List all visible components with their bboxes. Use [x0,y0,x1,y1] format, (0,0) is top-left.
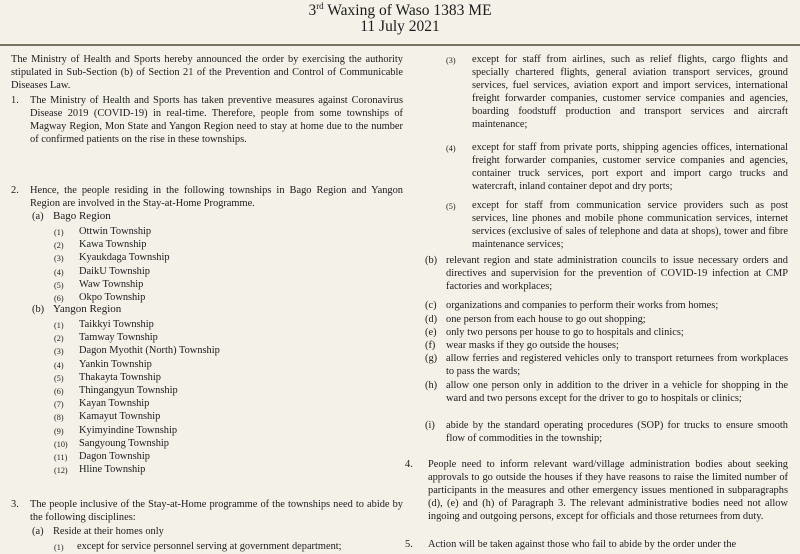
item-text: relevant region and state administration councils to issue necessary orders and directives and supervision for the prevention of COVID-19 infection at CMP factories and workplaces; [446,255,788,293]
list-label: (4) [54,267,64,277]
item-text: except for staff from communication service providers such as post services, line phones and mobile phone communication services, internet services (exclusive of sales of telephone and data at shops), tower and fibre maintenance services; [472,200,788,251]
item-3a-3 [428,53,788,132]
list-item [425,339,788,352]
township-name: Kayan Township [79,398,150,410]
paragraph-text: The people inclusive of the Stay-at-Home programme of the townships need to abide by the following disciplines: [30,499,403,524]
list-label: (1) [54,228,64,237]
list-label: (h) [425,380,438,391]
paragraph-2 [11,184,403,210]
township-name: Waw Township [79,278,144,290]
paragraph-text: Action will be taken against those who fail to abide by the order under the [428,539,737,550]
township-name: Hline Township [79,464,146,476]
township-name: DaikU Township [79,265,150,277]
list-label: (5) [54,280,64,290]
list-label: (2) [54,241,64,251]
list-label: (4) [446,144,456,153]
list-label: (1) [54,321,64,330]
list-label: (5) [54,373,64,383]
item-text: allow ferries and registered vehicles only to transport returnees from workplaces to pass the wards; [446,353,788,378]
item-text: wear masks if they go outside the houses; [446,340,619,351]
list-item [425,299,788,312]
paragraph-3 [11,498,403,524]
list-label: (8) [54,413,64,423]
paragraph-number: 3. [11,499,19,510]
township-name: Dagon Township [79,451,150,462]
township-name: Yankin Township [79,358,152,370]
item-text: except for service personnel serving at government department; [77,541,342,552]
list-label: (9) [54,426,64,436]
township-name: Kamayut Township [79,411,161,423]
list-label: (2) [54,334,64,344]
list-item [425,313,788,326]
township-name: Kyaukdaga Township [79,252,170,264]
list-label: (7) [54,400,64,410]
list-label: (6) [54,387,64,396]
township-name: Sangyoung Township [79,437,170,449]
paragraph-number: 1. [11,95,19,106]
paragraph-text: People need to inform relevant ward/village administration bodies about seeking approvals to go outside the houses if they have reasons to raise the limited number of participants in the measures and other emergency issues mentioned in subparagraphs (d), (e) and (h) of Paragraph 3. The relevant administrative bodies need not allow ingoing and outgoing persons, except for officials and those returnees from duty. [428,459,788,523]
paragraph-text: The Ministry of Health and Sports has taken preventive measures against Coronavirus Disease 2019 (COVID-19) in real-time. Therefore, people from some townships of Magway Region, Mon State and Yangon Region need to stay at home due to the number of confirmed patients on the rise in these townships. [30,95,403,146]
township-name: Thingangyun Township [79,385,178,396]
township-name: Kawa Township [79,239,147,251]
item-3a-5 [428,199,788,251]
township-name: Okpo Township [79,292,146,303]
list-item [425,419,788,445]
list-label: (b) [32,304,45,315]
item-text: one person from each house to go out shopping; [446,314,646,325]
list-label: (i) [425,420,435,431]
list-label: (4) [54,360,64,370]
list-label: (10) [54,439,68,449]
township-name: Tamway Township [79,332,158,344]
list-label: (3) [446,56,456,65]
township-name: Ottwin Township [79,226,152,237]
item-text: abide by the standard operating procedures (SOP) for trucks to ensure smooth flow of commodities in the township; [446,420,788,445]
list-label: (a) [32,211,44,222]
list-item [425,326,788,339]
list-label: (e) [425,327,437,338]
paragraph-number: 2. [11,185,19,196]
item-3a-4 [428,141,788,193]
item-text: only two persons per house to go to hospitals and clinics; [446,327,684,338]
intro-paragraph: The Ministry of Health and Sports hereby announced the order by exercising the authority stipulated in Sub-Section (b) of Section 21 of the Prevention and Control of Communicable Diseases Law. [11,54,403,92]
region-title: Bago Region [53,210,111,222]
lunar-date: 3rd Waxing of Waso 1383 ME [308,1,492,20]
list-label: (f) [425,340,436,351]
item-text: except for staff from airlines, such as relief flights, cargo flights and specially chartered flights, general aviation transport services, ground services, fuel services, aviation export and import services, international freight forwarder companies, customer service companies and agencies, boarding foodstuff production and transport services and aircraft maintenance; [472,54,788,131]
list-label: (3) [54,254,64,264]
region-title: Yangon Region [53,303,122,315]
gregorian-date: 11 July 2021 [360,18,440,35]
item-text: Reside at their homes only [53,526,164,537]
list-label: (a) [32,526,44,537]
paragraph-1 [11,94,403,146]
township-name: Taikkyi Township [79,319,154,330]
list-label: (c) [425,300,437,311]
paragraph-text: Hence, the people residing in the following townships in Bago Region and Yangon Region are involved in the Stay-at-Home Programme. [30,185,403,210]
township-name: Dagon Myothit (North) Township [79,345,220,357]
paragraph-number: 4. [405,459,413,470]
list-label: (b) [425,255,438,266]
paragraph-5 [405,538,788,551]
item-text: allow one person only in addition to the driver in a vehicle for shopping in the ward and two persons except for the driver to go to hospitals or clinics; [446,380,788,405]
list-item [425,254,788,293]
list-label: (3) [54,347,64,357]
item-text: except for staff from private ports, shipping agencies offices, international freight forwarder companies, customer service companies and agencies, container truck services, port export and import cargo trucks and watercraft, inland container depot and dry ports; [472,142,788,193]
list-label: (d) [425,314,438,325]
paragraph-number: 5. [405,539,413,550]
list-label: (g) [425,353,438,364]
township-name: Kyimyindine Township [79,424,178,436]
list-label: (5) [446,202,456,211]
paragraph-4 [405,458,788,523]
list-item [425,352,788,378]
list-label: (6) [54,294,64,303]
item-text: organizations and companies to perform their works from homes; [446,300,719,311]
list-item [425,379,788,405]
list-label: (1) [54,543,64,552]
township-name: Thakayta Township [79,371,161,383]
list-label: (11) [54,453,68,462]
header-rule [0,44,800,46]
list-label: (12) [54,466,68,476]
